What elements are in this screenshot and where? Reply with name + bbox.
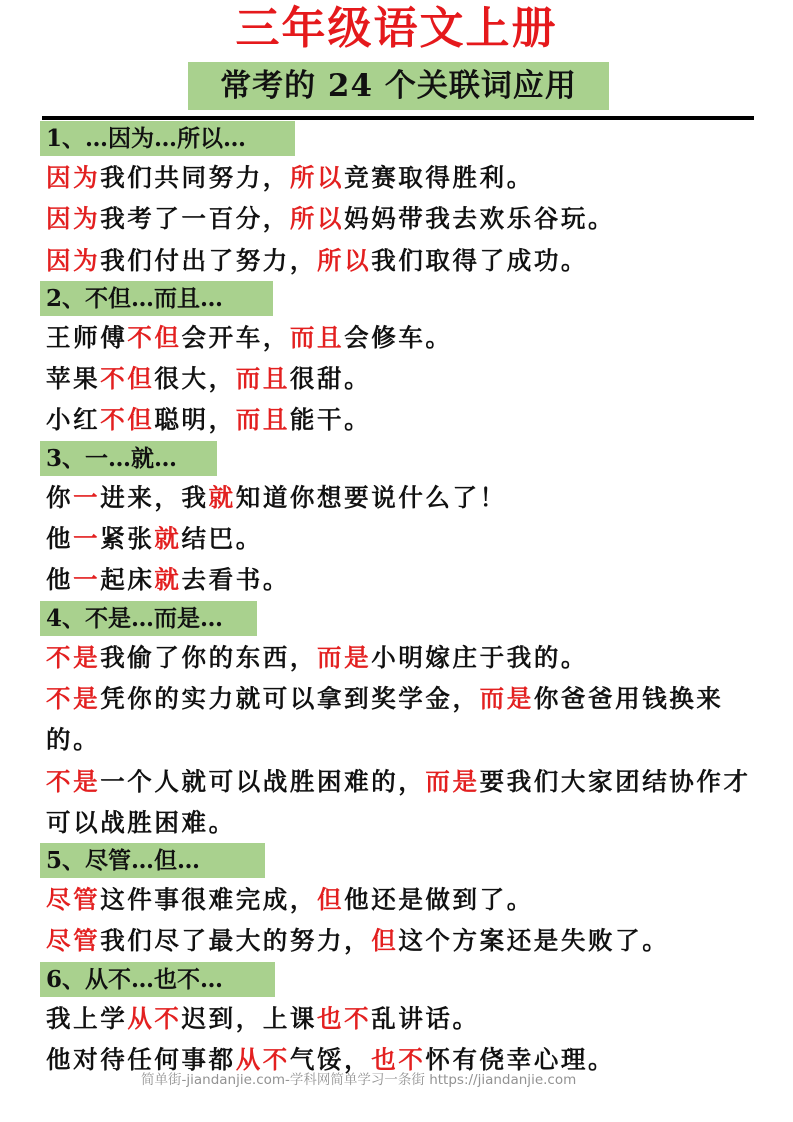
sentence-text: 紧张	[100, 524, 155, 554]
sentence-text: 迟到，上课	[181, 1003, 318, 1033]
example-sentence	[46, 998, 753, 1039]
sentence-text: 你	[46, 482, 74, 512]
conjunction-keyword: 尽管	[46, 885, 101, 915]
example-sentences	[0, 997, 793, 1081]
conjunction-keyword: 也不	[317, 1003, 372, 1033]
conjunction-keyword: 所以	[289, 204, 345, 234]
conjunction-keyword: 而且	[289, 322, 345, 352]
sentence-text: 这个方案还是失败了。	[398, 926, 670, 956]
example-sentence	[46, 399, 753, 440]
conjunction-keyword: 因为	[46, 163, 101, 192]
sentence-text: 他	[46, 565, 74, 595]
example-sentences	[0, 636, 793, 843]
document-title: 三年级语文上册	[235, 3, 558, 54]
conjunction-keyword: 从不	[127, 1003, 182, 1033]
sentence-text: 这件事很难完成，	[100, 885, 318, 915]
example-sentence	[46, 358, 753, 399]
example-sentence	[46, 920, 753, 961]
sentence-text: 我们付出了努力，	[100, 245, 318, 275]
sentence-text: 小明嫁庄于我的。	[371, 642, 589, 672]
conjunction-keyword: 也不	[371, 1045, 426, 1075]
example-sentence	[46, 518, 753, 559]
sentence-text: 凭你的实力就可以拿到奖学金，	[100, 683, 480, 713]
example-sentence	[46, 157, 753, 198]
sentence-text: 我们取得了成功。	[371, 245, 589, 275]
conjunction-keyword: 而是	[317, 642, 372, 672]
conjunction-keyword: 不是	[46, 683, 101, 713]
conjunction-keyword: 就	[154, 565, 182, 595]
sentence-text: 要我们大家团结协作才可以战胜困难。	[46, 766, 751, 837]
sentence-text: 你爸爸用钱换来的。	[46, 683, 724, 755]
conjunction-keyword: 就	[208, 482, 236, 512]
section-heading: 4、不是…而是…	[40, 601, 257, 636]
sentence-text: 知道你想要说什么了！	[235, 482, 507, 512]
example-sentence	[46, 477, 753, 518]
conjunction-keyword: 而且	[235, 405, 290, 435]
conjunction-keyword: 不是	[46, 642, 101, 672]
section-3	[0, 441, 793, 601]
sentence-text: 会修车。	[344, 322, 453, 352]
example-sentences	[0, 878, 793, 962]
conjunction-keyword: 一	[73, 565, 101, 595]
subtitle-banner: 常考的 24 个关联词应用	[188, 62, 609, 110]
example-sentence	[46, 198, 753, 239]
sentence-text: 结巴。	[181, 524, 263, 554]
conjunction-keyword: 不但	[127, 322, 182, 352]
sentence-text: 竞赛取得胜利。	[344, 163, 534, 192]
example-sentence	[46, 317, 753, 358]
sentence-text: 乱讲话。	[371, 1003, 480, 1033]
conjunction-keyword: 但	[317, 885, 345, 915]
conjunction-keyword: 尽管	[46, 926, 101, 956]
divider-rule	[42, 116, 754, 120]
sentence-text: 我们尽了最大的努力，	[100, 926, 372, 956]
sentence-text: 去看书。	[181, 565, 290, 595]
sentence-text: 他对待任何事都	[46, 1045, 236, 1075]
section-6	[0, 962, 793, 1081]
section-5	[0, 843, 793, 962]
section-heading: 3、一…就…	[40, 441, 217, 476]
conjunction-keyword: 而且	[235, 364, 290, 394]
conjunction-keyword: 不但	[100, 364, 155, 394]
section-2	[0, 281, 793, 441]
sentence-text: 王师傅	[46, 322, 128, 352]
section-heading: 1、…因为…所以…	[40, 121, 295, 156]
conjunction-keyword: 所以	[317, 245, 372, 275]
example-sentence	[46, 879, 753, 920]
watermark-text: 简单街-jiandanjie.com-学科网简单学习一条街 https://jiandanjie.com	[141, 1072, 577, 1088]
example-sentence	[46, 761, 753, 844]
conjunction-keyword: 一	[73, 524, 101, 554]
conjunction-keyword: 不是	[46, 766, 101, 796]
sentence-text: 妈妈带我去欢乐谷玩。	[344, 204, 616, 234]
sections-container	[0, 121, 793, 1080]
sentence-text: 我们共同努力，	[100, 163, 290, 192]
sentence-text: 他还是做到了。	[344, 885, 534, 915]
example-sentences	[0, 156, 793, 281]
conjunction-keyword: 但	[371, 926, 399, 956]
sentence-text: 很甜。	[289, 364, 372, 394]
conjunction-keyword: 所以	[289, 163, 345, 192]
conjunction-keyword: 因为	[46, 204, 101, 234]
section-heading: 6、从不…也不…	[40, 962, 275, 997]
sentence-text: 很大，	[154, 364, 236, 394]
conjunction-keyword: 就	[154, 524, 182, 554]
sentence-text: 我偷了你的东西，	[100, 642, 318, 672]
section-4	[0, 601, 793, 843]
section-1	[0, 121, 793, 281]
sentence-text: 小红	[46, 405, 101, 435]
sentence-text: 我上学	[46, 1003, 128, 1033]
sentence-text: 我考了一百分，	[100, 204, 290, 234]
sentence-text: 起床	[100, 565, 155, 595]
sentence-text: 能干。	[289, 405, 372, 435]
conjunction-keyword: 从不	[235, 1045, 290, 1075]
conjunction-keyword: 而是	[479, 683, 534, 713]
sentence-text: 聪明，	[154, 405, 236, 435]
sentence-text: 气馁，	[289, 1045, 372, 1075]
conjunction-keyword: 而是	[425, 766, 480, 796]
sentence-text: 进来，我	[100, 482, 209, 512]
example-sentences	[0, 316, 793, 441]
example-sentence	[46, 559, 753, 600]
sentence-text: 苹果	[46, 364, 101, 394]
conjunction-keyword: 不但	[100, 405, 155, 435]
conjunction-keyword: 因为	[46, 245, 101, 275]
sentence-text: 会开车，	[181, 322, 290, 352]
example-sentence	[46, 678, 753, 761]
section-heading: 5、尽管…但…	[40, 843, 265, 878]
example-sentence	[46, 240, 753, 281]
sentence-text: 一个人就可以战胜困难的，	[100, 766, 426, 796]
conjunction-keyword: 一	[73, 482, 101, 512]
example-sentence	[46, 637, 753, 678]
example-sentences	[0, 476, 793, 601]
sentence-text: 怀有侥幸心理。	[425, 1045, 616, 1075]
section-heading: 2、不但…而且…	[40, 281, 273, 316]
sentence-text: 他	[46, 524, 74, 554]
